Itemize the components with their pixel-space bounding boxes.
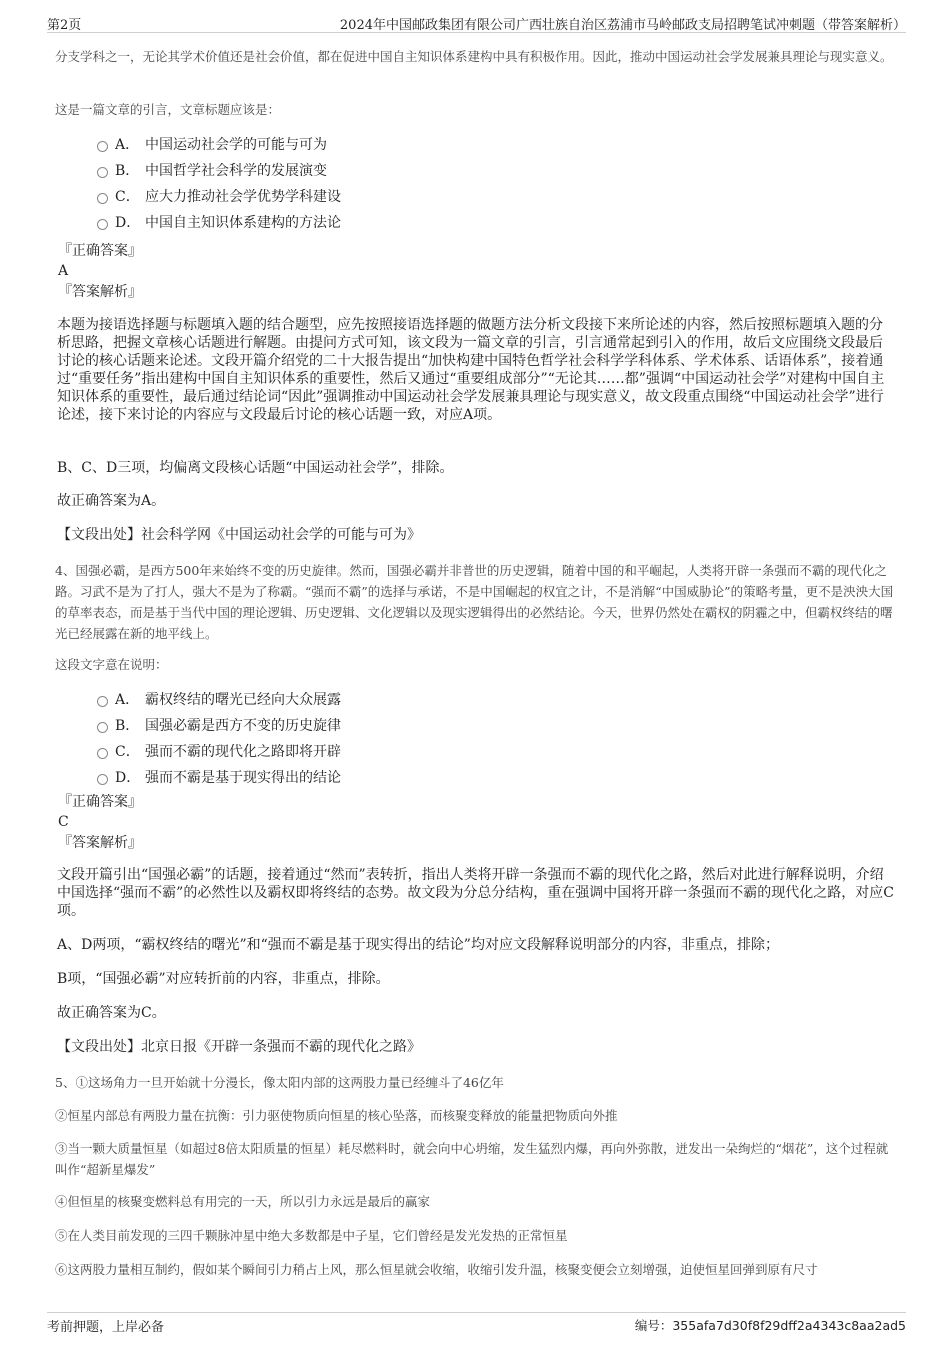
q4-elimination-2: B项，“国强必霸”对应转折前的内容，非重点，排除。 [57, 971, 390, 987]
radio-icon[interactable] [97, 193, 108, 204]
q3-elimination: B、C、D三项，均偏离文段核心话题“中国运动社会学”，排除。 [57, 460, 454, 476]
q4-stem: 这段文字意在说明： [55, 657, 168, 672]
q3-analysis-label: 『答案解析』 [58, 284, 142, 300]
q3-passage-tail: 分支学科之一，无论其学术价值还是社会价值，都在促进中国自主知识体系建构中具有积极作用。因此，推动中国运动社会学发展兼具理论与现实意义。 [55, 49, 893, 64]
radio-icon[interactable] [97, 774, 108, 785]
q4-elimination-1: A、D两项，“霸权终结的曙光”和“强而不霸是基于现实得出的结论”均对应文段解释说明部分的内容，非重点，排除； [57, 937, 779, 953]
q3-option-b[interactable]: B． 中国哲学社会科学的发展演变 [95, 158, 795, 184]
document-title: 2024年中国邮政集团有限公司广西壮族自治区荔浦市马岭邮政支局招聘笔试冲刺题（带答案解析） [339, 18, 906, 33]
q4-analysis: 文段开篇引出“国强必霸”的话题，接着通过“然而”表转折，指出人类将开辟一条强而不霸的现代化之路，然后对此进行解释说明，介绍中国选择“强而不霸”的必然性以及霸权即将终结的态势。故文段为分总分结构，重在强调中国将开辟一条强而不霸的现代化之路，对应C项。 [57, 867, 895, 919]
q3-stem: 这是一篇文章的引言，文章标题应该是： [55, 102, 281, 117]
q5-sentence-2: ②恒星内部总有两股力量在抗衡：引力驱使物质向恒星的核心坠落，而核聚变释放的能量把物质向外推 [55, 1108, 618, 1123]
q4-option-d[interactable]: D． 强而不霸是基于现实得出的结论 [95, 765, 795, 791]
radio-icon[interactable] [97, 219, 108, 230]
q4-source: 【文段出处】北京日报《开辟一条强而不霸的现代化之路》 [57, 1039, 421, 1055]
page-number: 第2页 [47, 18, 82, 33]
q4-options [95, 687, 795, 791]
q3-options [95, 132, 795, 236]
q5-sentence-5: ⑤在人类目前发现的三四千颗脉冲星中绝大多数都是中子星，它们曾经是发光发热的正常恒星 [55, 1228, 568, 1243]
q4-analysis-label: 『答案解析』 [58, 835, 142, 851]
page-header [47, 12, 906, 33]
radio-icon[interactable] [97, 696, 108, 707]
q3-source: 【文段出处】社会科学网《中国运动社会学的可能与可为》 [57, 527, 421, 543]
q5-sentence-1: 5、①这场角力一旦开始就十分漫长，像太阳内部的这两股力量已经缠斗了46亿年 [55, 1075, 504, 1090]
document-code [635, 1316, 906, 1334]
q5-sentence-4: ④但恒星的核聚变燃料总有用完的一天，所以引力永远是最后的赢家 [55, 1194, 431, 1209]
q3-option-d[interactable]: D． 中国自主知识体系建构的方法论 [95, 210, 795, 236]
q4-answer: C [58, 814, 69, 830]
q5-sentence-3: ③当一颗大质量恒星（如超过8倍太阳质量的恒星）耗尽燃料时，就会向中心坍缩，发生猛烈内爆，再向外弥散，迸发出一朵绚烂的“烟花”，这个过程就叫作“超新星爆发” [55, 1141, 889, 1177]
document-code-label: 编号： [634, 1318, 673, 1333]
q3-analysis: 本题为接语选择题与标题填入题的结合题型，应先按照接语选择题的做题方法分析文段接下来所论述的内容，然后按照标题填入题的分析思路，把握文章核心话题进行解题。由提问方式可知，该文段为一篇文章的引言，引言通常起到引入的作用，故后文应围绕文段最后讨论的核心话题来论述。文段开篇介绍党的二十大报告提出“加快构建中国特色哲学社会科学学科体系、学术体系、话语体系”，接着通过“重要任务”指出建构中国自主知识体系的重要性，然后又通过“重要组成部分”“无论其……都”强调“中国运动社会学”对建构中国自主知识体系的重要性，最后通过结论词“因此”强调推动中国运动社会学发展兼具理论与现实意义，故文段重点围绕“中国运动社会学”进行论述，接下来讨论的内容应与文段最后讨论的核心话题一致，对应A项。 [57, 317, 885, 423]
radio-icon[interactable] [97, 748, 108, 759]
q4-option-b[interactable]: B． 国强必霸是西方不变的历史旋律 [95, 713, 795, 739]
q4-passage: 4、国强必霸，是西方500年来始终不变的历史旋律。然而，国强必霸并非普世的历史逻辑，随着中国的和平崛起，人类将开辟一条强而不霸的现代化之路。习武不是为了打人，强大不是为了称霸。“强而不霸”的选择与承诺，不是中国崛起的权宜之计，不是消解“中国威胁论”的策略考量，更不是泱泱大国的草率表态，而是基于当代中国的理论逻辑、历史逻辑、文化逻辑以及现实逻辑得出的必然结论。今天，世界仍然处在霸权的阴霾之中，但霸权终结的曙光已经展露在新的地平线上。 [55, 563, 894, 641]
q3-answer: A [58, 263, 69, 279]
radio-icon[interactable] [97, 141, 108, 152]
q5-sentence-6: ⑥这两股力量相互制约，假如某个瞬间引力稍占上风，那么恒星就会收缩，收缩引发升温，核聚变便会立刻增强，迫使恒星回弹到原有尺寸 [55, 1262, 818, 1277]
q4-option-a[interactable]: A． 霸权终结的曙光已经向大众展露 [95, 687, 795, 713]
q3-option-c[interactable]: C． 应大力推动社会学优势学科建设 [95, 184, 795, 210]
q4-conclusion: 故正确答案为C。 [57, 1005, 166, 1021]
document-code-value: 355afa7d30f8f29dff2a4343c8aa2ad5 [672, 1318, 906, 1333]
q4-option-c[interactable]: C． 强而不霸的现代化之路即将开辟 [95, 739, 795, 765]
radio-icon[interactable] [97, 167, 108, 178]
q3-answer-label: 『正确答案』 [58, 243, 142, 259]
q4-answer-label: 『正确答案』 [58, 794, 142, 810]
q3-option-a[interactable]: A． 中国运动社会学的可能与可为 [95, 132, 795, 158]
q3-conclusion: 故正确答案为A。 [57, 493, 166, 509]
footer-slogan: 考前押题，上岸必备 [47, 1320, 165, 1335]
radio-icon[interactable] [97, 722, 108, 733]
page-footer [47, 1312, 906, 1335]
